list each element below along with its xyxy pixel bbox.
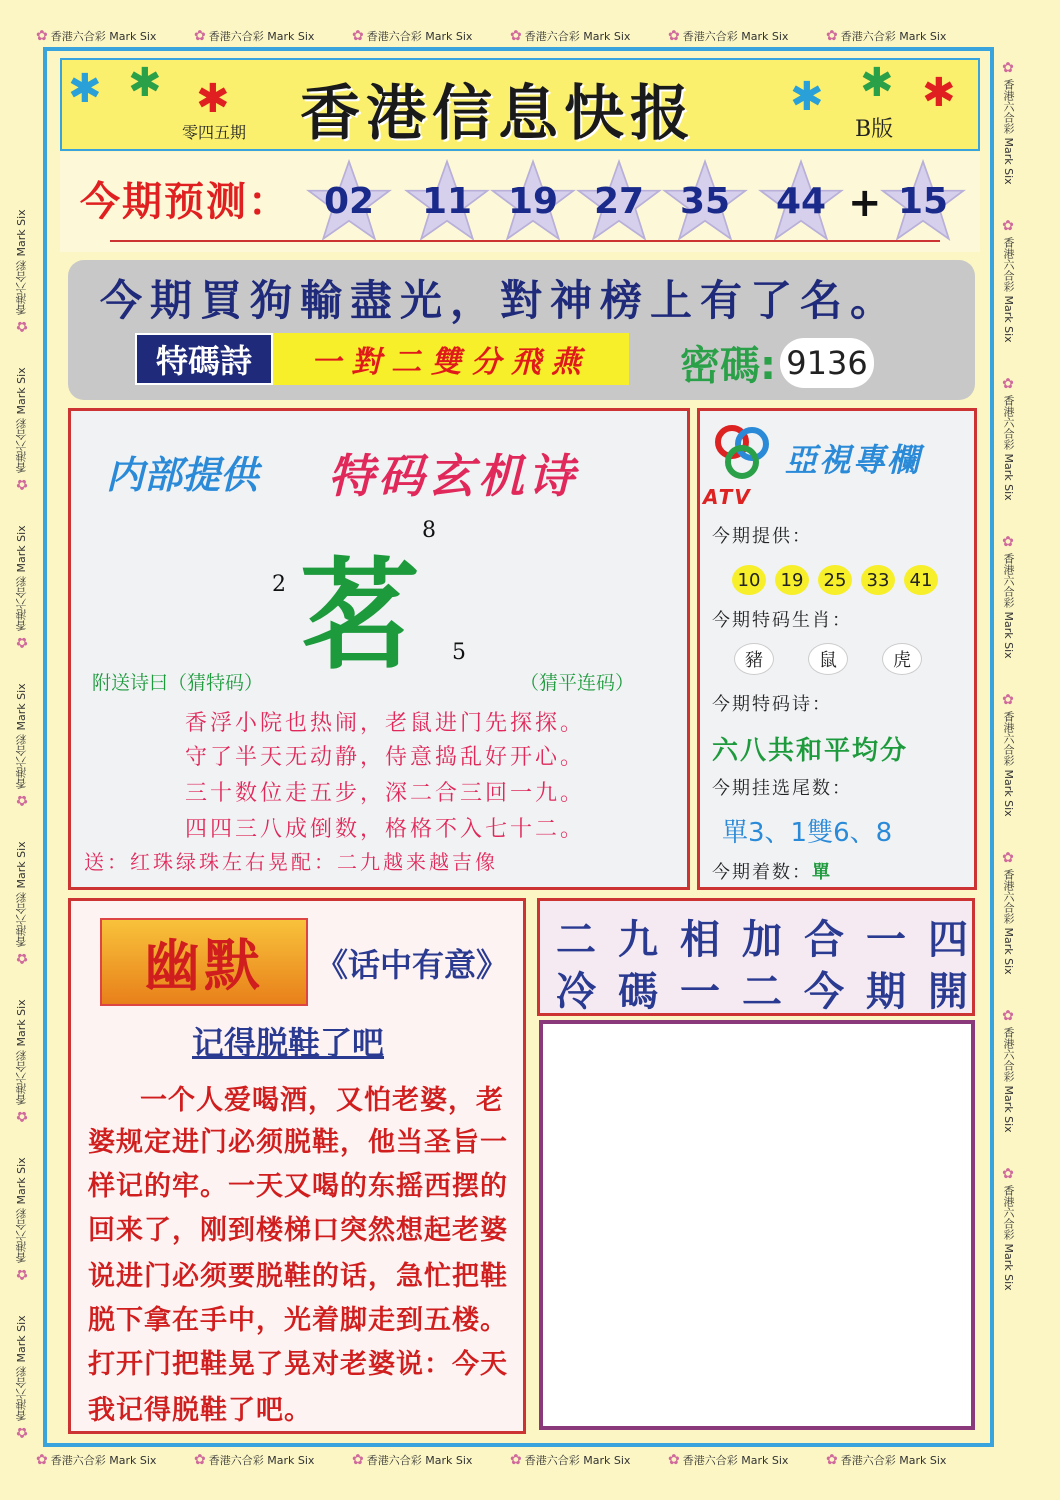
riddle-character: 茗 <box>300 545 420 686</box>
hint-line: 二九相加合一四 <box>556 917 990 963</box>
riddle-sub-right: （猜平连码） <box>520 672 635 694</box>
flower-icon: ✿ <box>510 28 522 44</box>
flower-icon: ✿ <box>36 1452 48 1468</box>
flower-icon: ✿ <box>14 1424 30 1440</box>
watermark-item: ✿ 香港六合彩 Mark Six <box>36 1452 157 1468</box>
prediction-label: 今期预测： <box>80 179 290 225</box>
watermark-item: ✿ 香港六合彩 Mark Six <box>14 367 30 492</box>
riddle-number-top: 8 <box>422 518 436 543</box>
watermark-item: ✿ 香港六合彩 Mark Six <box>14 1315 30 1440</box>
flower-icon: ✿ <box>14 318 30 334</box>
watermark-top <box>36 28 984 44</box>
flower-icon: ✿ <box>668 28 680 44</box>
atv-bet: 今期着数：單 <box>712 862 832 883</box>
watermark-item: ✿ 香港六合彩 Mark Six <box>1000 534 1016 659</box>
prediction-ball: 27 <box>576 158 662 244</box>
watermark-bottom <box>36 1452 984 1468</box>
flower-icon: ✿ <box>510 1452 522 1468</box>
atv-tail-value: 單3、1雙6、8 <box>722 818 893 848</box>
riddle-number-left: 2 <box>272 572 286 597</box>
watermark-item: ✿ 香港六合彩 Mark Six <box>14 683 30 808</box>
joke-line: 我记得脱鞋了吧。 <box>88 1395 312 1426</box>
flower-icon: ✿ <box>1000 850 1016 866</box>
watermark-item: ✿ 香港六合彩 Mark Six <box>1000 850 1016 975</box>
flower-icon: ✿ <box>14 1266 30 1282</box>
atv-zodiac-label: 今期特码生肖： <box>712 610 852 631</box>
joke-line: 一个人爱喝酒，又怕老婆，老 <box>140 1085 504 1116</box>
riddle-line: 三十数位走五步，深二合三回一九。 <box>184 781 585 806</box>
flower-icon: ✿ <box>14 950 30 966</box>
watermark-item: ✿ 香港六合彩 Mark Six <box>1000 692 1016 817</box>
riddle-number-bottom: 5 <box>452 640 466 665</box>
zodiac-badge: 鼠 <box>808 643 848 675</box>
asterisk-icon: ✱ <box>790 74 824 120</box>
atv-logo-text: ATV <box>703 485 752 509</box>
watermark-item: ✿ 香港六合彩 Mark Six <box>14 1157 30 1282</box>
watermark-item: ✿ 香港六合彩 Mark Six <box>14 999 30 1124</box>
joke-line: 说进门必须要脱鞋的话，急忙把鞋 <box>88 1261 508 1292</box>
watermark-item: ✿ 香港六合彩 Mark Six <box>826 28 947 44</box>
asterisk-icon: ✱ <box>196 76 230 122</box>
flower-icon: ✿ <box>1000 1008 1016 1024</box>
watermark-item: ✿ 香港六合彩 Mark Six <box>826 1452 947 1468</box>
watermark-item: ✿ 香港六合彩 Mark Six <box>1000 60 1016 185</box>
flower-icon: ✿ <box>668 1452 680 1468</box>
number-ball: 33 <box>861 565 895 595</box>
flower-icon: ✿ <box>1000 1166 1016 1182</box>
watermark-item: ✿ 香港六合彩 Mark Six <box>14 841 30 966</box>
number-ball: 10 <box>732 565 766 595</box>
humor-badge: 幽默 <box>100 918 308 1006</box>
asterisk-icon: ✱ <box>68 66 102 112</box>
atv-provide-label: 今期提供： <box>712 526 812 547</box>
prediction-ball: 02 <box>306 158 392 244</box>
humor-subtitle: 《话中有意》 <box>316 946 509 984</box>
watermark-item: ✿ 香港六合彩 Mark Six <box>194 1452 315 1468</box>
plus-sign: + <box>848 180 882 226</box>
watermark-right <box>1000 60 1016 1440</box>
zodiac-badge: 豬 <box>734 643 774 675</box>
poem-label: 特碼詩 <box>135 333 273 385</box>
divider <box>110 240 940 242</box>
hint-line: 冷碼一二今期開 <box>556 969 990 1015</box>
atv-tail-label: 今期挂选尾数： <box>712 778 852 799</box>
flower-icon: ✿ <box>194 1452 206 1468</box>
watermark-item: ✿ 香港六合彩 Mark Six <box>1000 376 1016 501</box>
blank-panel <box>539 1020 975 1430</box>
flower-icon: ✿ <box>36 28 48 44</box>
atv-poem: 六八共和平均分 <box>712 736 909 766</box>
flower-icon: ✿ <box>826 28 838 44</box>
flower-icon: ✿ <box>1000 376 1016 392</box>
flower-icon: ✿ <box>14 792 30 808</box>
number-ball: 25 <box>818 565 852 595</box>
watermark-item: ✿ 香港六合彩 Mark Six <box>352 1452 473 1468</box>
watermark-item: ✿ 香港六合彩 Mark Six <box>36 28 157 44</box>
riddle-line: 送：红珠绿珠左右晃配：二九越来越吉像 <box>84 850 498 874</box>
watermark-item: ✿ 香港六合彩 Mark Six <box>510 1452 631 1468</box>
watermark-item: ✿ 香港六合彩 Mark Six <box>1000 218 1016 343</box>
flower-icon: ✿ <box>826 1452 838 1468</box>
flower-icon: ✿ <box>14 1108 30 1124</box>
slogan-text: 今期買狗輸盡光，對神榜上有了名。 <box>100 276 901 325</box>
page-title: 香港信息快报 <box>300 79 696 149</box>
prediction-ball: 11 <box>404 158 490 244</box>
riddle-line: 四四三八成倒数，格格不入七十二。 <box>184 817 585 842</box>
flower-icon: ✿ <box>14 476 30 492</box>
prediction-ball: 44 <box>758 158 844 244</box>
flower-icon: ✿ <box>1000 60 1016 76</box>
code-label: 密碼: <box>680 343 776 389</box>
number-ball: 41 <box>904 565 938 595</box>
prediction-ball: 35 <box>662 158 748 244</box>
poem-text: 一對二雙分飛燕 <box>273 333 629 385</box>
joke-line: 脱下拿在手中，光着脚走到五楼。 <box>88 1305 508 1336</box>
asterisk-icon: ✱ <box>128 60 162 106</box>
flower-icon: ✿ <box>1000 218 1016 234</box>
joke-line: 回来了，刚到楼梯口突然想起老婆 <box>88 1215 508 1246</box>
atv-bet-value: 單 <box>812 862 832 883</box>
watermark-item: ✿ 香港六合彩 Mark Six <box>14 525 30 650</box>
riddle-sub-left: 附送诗曰（猜特码） <box>92 672 264 694</box>
flower-icon: ✿ <box>194 28 206 44</box>
edition-label: B版 <box>855 117 894 142</box>
joke-line: 打开门把鞋晃了晃对老婆说：今天 <box>88 1349 508 1380</box>
watermark-item: ✿ 香港六合彩 Mark Six <box>1000 1008 1016 1133</box>
number-ball: 19 <box>775 565 809 595</box>
watermark-item: ✿ 香港六合彩 Mark Six <box>14 209 30 334</box>
asterisk-icon: ✱ <box>922 70 956 116</box>
flower-icon: ✿ <box>14 634 30 650</box>
zodiac-badge: 虎 <box>882 643 922 675</box>
watermark-item: ✿ 香港六合彩 Mark Six <box>510 28 631 44</box>
prediction-ball: 19 <box>490 158 576 244</box>
atv-logo-icon <box>710 422 774 484</box>
riddle-title-right: 特码玄机诗 <box>328 449 578 503</box>
joke-line: 婆规定进门必须脱鞋，他当圣旨一 <box>88 1127 508 1158</box>
watermark-left <box>14 60 30 1440</box>
asterisk-icon: ✱ <box>860 60 894 106</box>
watermark-item: ✿ 香港六合彩 Mark Six <box>668 28 789 44</box>
issue-number: 零四五期 <box>182 123 247 142</box>
special-ball: 15 <box>880 158 966 244</box>
flower-icon: ✿ <box>1000 534 1016 550</box>
watermark-item: ✿ 香港六合彩 Mark Six <box>1000 1166 1016 1291</box>
flower-icon: ✿ <box>352 1452 364 1468</box>
riddle-line: 守了半天无动静，侍意捣乱好开心。 <box>184 745 585 770</box>
joke-title: 记得脱鞋了吧 <box>192 1024 385 1062</box>
atv-poem-label: 今期特码诗： <box>712 694 832 715</box>
atv-title: 亞視專欄 <box>785 441 922 479</box>
watermark-item: ✿ 香港六合彩 Mark Six <box>668 1452 789 1468</box>
watermark-item: ✿ 香港六合彩 Mark Six <box>352 28 473 44</box>
watermark-item: ✿ 香港六合彩 Mark Six <box>194 28 315 44</box>
riddle-title-left: 内部提供 <box>106 453 259 497</box>
flower-icon: ✿ <box>352 28 364 44</box>
code-value: 9136 <box>780 338 874 388</box>
flower-icon: ✿ <box>1000 692 1016 708</box>
riddle-line: 香浮小院也热闹，老鼠进门先探探。 <box>184 711 585 736</box>
joke-line: 样记的牢。一天又喝的东摇西摆的 <box>88 1171 508 1202</box>
